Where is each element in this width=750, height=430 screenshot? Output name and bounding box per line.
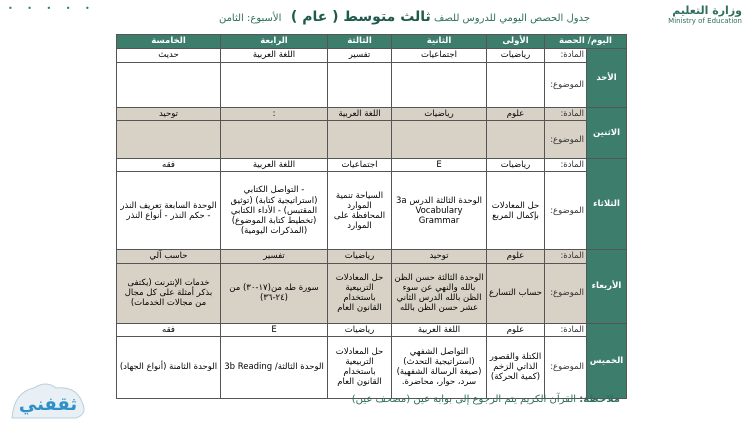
day-cell: الخميس <box>587 323 627 398</box>
topic-cell <box>392 121 487 159</box>
table-row <box>117 172 627 250</box>
topic-label: الموضوع: <box>545 336 587 398</box>
day-cell: الأحد <box>587 49 627 108</box>
topic-label: الموضوع: <box>545 63 587 108</box>
table-row <box>117 108 627 121</box>
topic-cell <box>221 121 328 159</box>
table-row <box>117 159 627 172</box>
topic-cell: سورة طه من(١٧-٣٠) من (٢٤-٣٦) <box>221 263 328 323</box>
table-row <box>117 49 627 63</box>
topic-cell <box>117 63 221 108</box>
subject-cell: : <box>221 108 328 121</box>
topic-cell: الوحدة السابعة تعريف النذر - حكم النذر - أنواع النذر <box>117 172 221 250</box>
subject-cell: حاسب آلي <box>117 250 221 263</box>
topic-cell <box>328 63 392 108</box>
subject-cell: تفسير <box>221 250 328 263</box>
topic-cell: حل المعادلات التربيعية باستخدام القانون العام <box>328 336 392 398</box>
topic-cell: السياحة تنمية الموارد المحافظة على الموارد <box>328 172 392 250</box>
topic-cell: حل المعادلات التربيعية باستخدام القانون العام <box>328 263 392 323</box>
topic-cell <box>392 63 487 108</box>
schedule-table <box>116 34 627 399</box>
subject-cell: فقه <box>117 159 221 172</box>
topic-cell <box>221 63 328 108</box>
subject-cell: رياضيات <box>487 49 545 63</box>
subject-cell: علوم <box>487 323 545 336</box>
subject-cell: رياضيات <box>392 108 487 121</box>
subject-cell: اللغة العربية <box>392 323 487 336</box>
subject-cell: اجتماعيات <box>392 49 487 63</box>
note-label: ملاحظة: <box>579 394 620 405</box>
title-main: ثالث متوسط ( عام ) <box>290 9 431 25</box>
dots-decoration: • • • • • <box>8 4 96 13</box>
header-bar <box>0 0 750 30</box>
topic-cell <box>328 121 392 159</box>
subject-cell: E <box>392 159 487 172</box>
table-row <box>117 63 627 108</box>
note-text: القرآن الكريم يتم الرجوع إلى بوابة عين (مصحف عين) <box>351 394 577 405</box>
title-prefix: جدول الحصص اليومي للدروس للصف <box>434 13 590 24</box>
subject-cell: رياضيات <box>487 159 545 172</box>
header-period-4: الرابعة <box>221 35 328 49</box>
subject-label: المادة: <box>545 108 587 121</box>
subject-label: المادة: <box>545 159 587 172</box>
subject-cell: توحيد <box>392 250 487 263</box>
ministry-logo <box>668 4 742 25</box>
header-period-5: الخامسة <box>117 35 221 49</box>
header-row <box>117 35 627 49</box>
subject-cell: اللغة العربية <box>328 108 392 121</box>
table-row <box>117 121 627 159</box>
subject-label: المادة: <box>545 323 587 336</box>
subject-cell: توحيد <box>117 108 221 121</box>
ministry-name-ar: وزارة التعليم <box>672 4 742 17</box>
topic-cell: خدمات الإنترنت (يكتفى بذكر أمثلة على كل مجال من مجالات الخدمات) <box>117 263 221 323</box>
topic-cell: - التواصل الكتابي (استراتيجية كتابة) (توثيق المقتبس) - الأداء الكتابي (تخطيط كتابة الموضوع) (المذكرات اليومية) <box>221 172 328 250</box>
topic-cell: الوحدة الثالثة/ 3b Reading <box>221 336 328 398</box>
subject-label: المادة: <box>545 250 587 263</box>
topic-cell: التواصل الشفهي (استراتيجية التحدث) (صيغة الرسالة الشفهية) سرد، حوار، محاضرة. <box>392 336 487 398</box>
subject-cell: اللغة العربية <box>221 49 328 63</box>
header-day-period: اليوم/ الحصة <box>545 35 627 49</box>
header-period-2: الثانية <box>392 35 487 49</box>
page-title <box>219 9 590 25</box>
footer-note <box>352 394 620 405</box>
topic-cell <box>487 63 545 108</box>
table-row <box>117 263 627 323</box>
header-period-3: الثالثة <box>328 35 392 49</box>
day-cell: الأربعاء <box>587 250 627 323</box>
ministry-name-en: Ministry of Education <box>668 17 742 25</box>
topic-label: الموضوع: <box>545 121 587 159</box>
topic-cell: الوحدة الثالثة الدرس 3a Vocabulary Grammar <box>392 172 487 250</box>
topic-cell <box>117 121 221 159</box>
topic-label: الموضوع: <box>545 172 587 250</box>
day-cell: الثلاثاء <box>587 159 627 250</box>
topic-cell: الوحدة الثالثة حسن الظن بالله والنهي عن سوء الظن بالله الدرس الثاني عشر حسن الظن بالله <box>392 263 487 323</box>
subject-cell: اللغة العربية <box>221 159 328 172</box>
subject-cell: رياضيات <box>328 250 392 263</box>
week-label: الأسبوع: الثامن <box>218 13 282 24</box>
topic-cell <box>487 121 545 159</box>
subject-cell: علوم <box>487 108 545 121</box>
day-cell: الاثنين <box>587 108 627 159</box>
subject-cell: رياضيات <box>328 323 392 336</box>
topic-cell: حل المعادلات بإكمال المربع <box>487 172 545 250</box>
topic-cell: الكتلة والقصور الذاتي الزخم (كمية الحركة) <box>487 336 545 398</box>
table-row <box>117 323 627 336</box>
subject-cell: حديث <box>117 49 221 63</box>
topic-label: الموضوع: <box>545 263 587 323</box>
subject-cell: علوم <box>487 250 545 263</box>
topic-cell: حساب التسارع <box>487 263 545 323</box>
subject-label: المادة: <box>545 49 587 63</box>
header-period-1: الأولى <box>487 35 545 49</box>
subject-cell: E <box>221 323 328 336</box>
table-row <box>117 336 627 398</box>
table-row <box>117 250 627 263</box>
subject-cell: تفسير <box>328 49 392 63</box>
subject-cell: فقه <box>117 323 221 336</box>
site-logo <box>6 378 90 424</box>
logo-text: ثقفني <box>18 394 78 415</box>
topic-cell: الوحدة الثامنة (أنواع الجهاد) <box>117 336 221 398</box>
subject-cell: اجتماعيات <box>328 159 392 172</box>
